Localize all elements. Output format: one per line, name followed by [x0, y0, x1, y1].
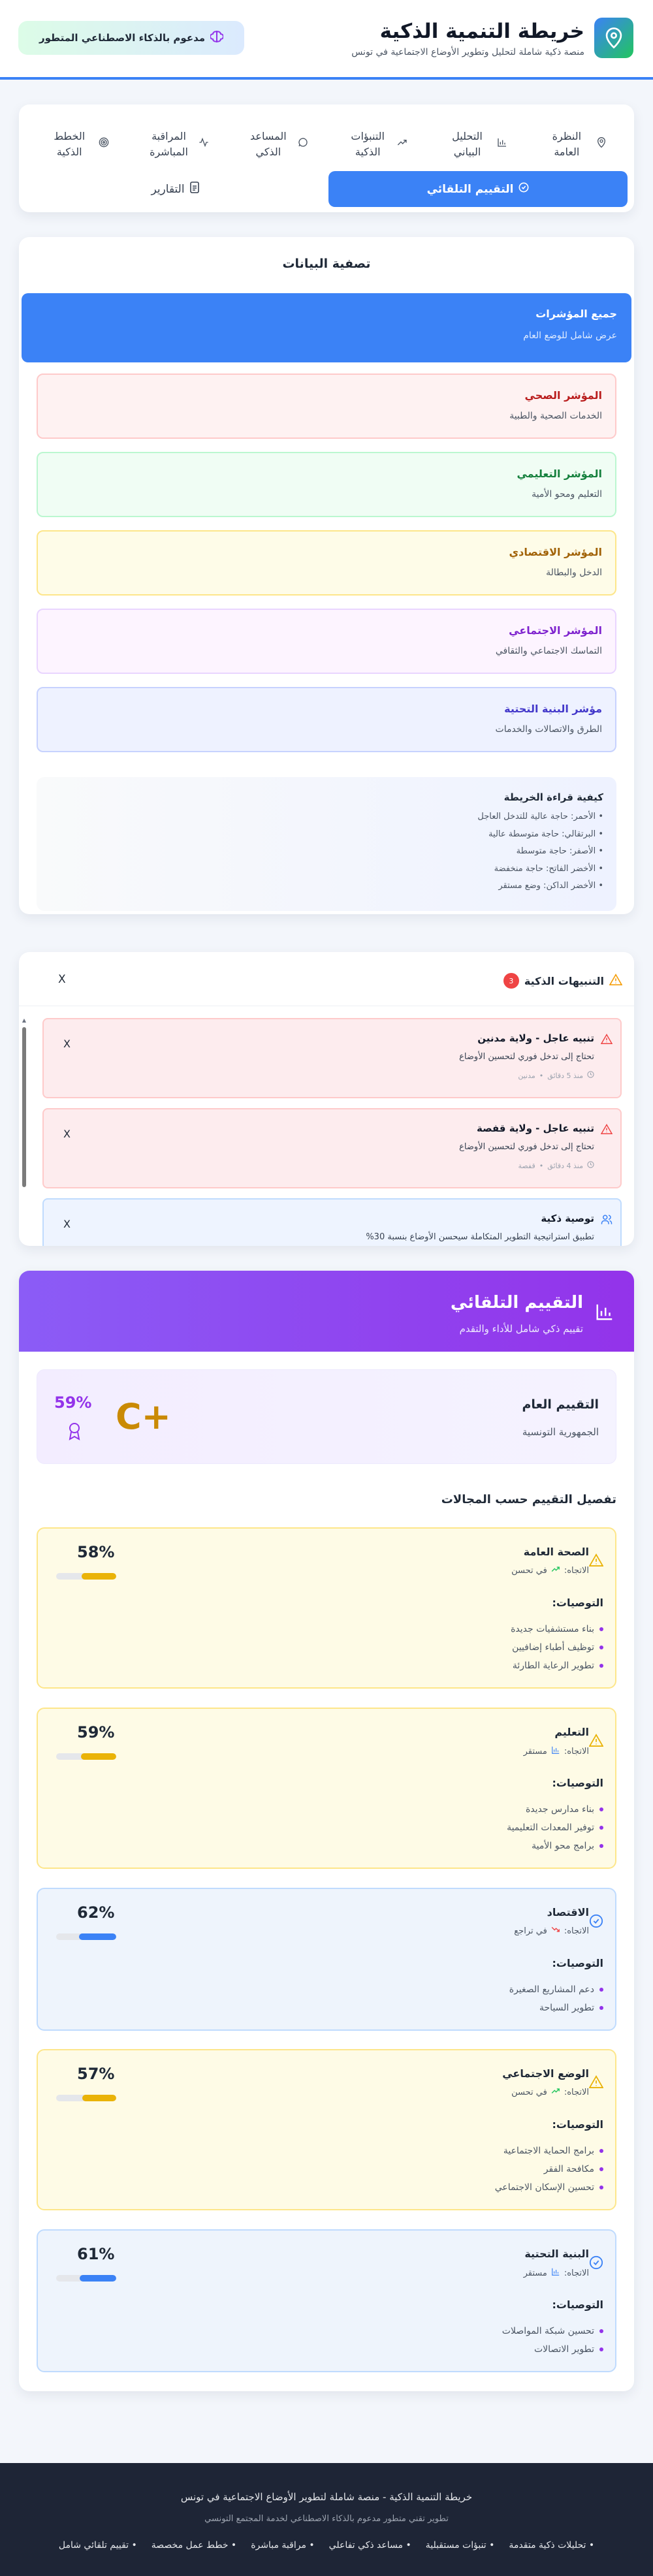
- close-alerts-button[interactable]: X: [58, 973, 66, 986]
- alert-triangle-icon: [601, 1124, 613, 1137]
- file-text-icon: [190, 182, 199, 197]
- bar-chart-icon: [497, 136, 507, 152]
- recommendation-item: برامج محو الأمية: [507, 1837, 603, 1855]
- filter-label: المؤشر الصحي: [524, 389, 602, 402]
- legend-item: • الأخضر الفاتح: حاجة منخفضة: [494, 863, 603, 874]
- domain-name: الاقتصاد: [547, 1906, 589, 1918]
- alert-item: [42, 1018, 622, 1098]
- trending-down-icon: [551, 1926, 560, 1936]
- filter-label: مؤشر البنية التحتية: [504, 703, 602, 715]
- domain-trend: [511, 1565, 589, 1576]
- domain-card: [37, 1708, 616, 1869]
- domain-name: التعليم: [554, 1726, 589, 1738]
- domain-progress-bar: [56, 1933, 116, 1940]
- footer-feature: • تقييم تلقائي شامل: [58, 2540, 137, 2551]
- nav-item-bar-chart[interactable]: [426, 123, 525, 166]
- domain-progress-bar: [56, 2095, 116, 2101]
- evaluation-subtitle: تقييم ذكي شامل للأداء والتقدم: [459, 1323, 583, 1335]
- award-icon: [67, 1422, 82, 1443]
- trend-value: في تحسن: [511, 1565, 547, 1576]
- warning-icon: [589, 1553, 603, 1569]
- domain-name: الصحة العامة: [523, 1546, 589, 1558]
- footer-feature: • خطط عمل مخصصة: [151, 2540, 237, 2551]
- overall-title: التقييم العام: [522, 1397, 599, 1412]
- target-icon: [99, 136, 109, 152]
- domain-trend: [524, 2267, 589, 2279]
- alert-triangle-icon: [601, 1034, 613, 1047]
- trend-label: الاتجاه:: [564, 2087, 589, 2097]
- filter-option[interactable]: [37, 687, 616, 752]
- dismiss-alert-button[interactable]: X: [63, 1038, 71, 1050]
- recommendation-item: بناء مدارس جديدة: [507, 1800, 603, 1819]
- footer-feature-text: مساعد ذكي تفاعلي: [328, 2540, 403, 2551]
- clock-icon: [587, 1071, 594, 1080]
- alert-message: تحتاج إلى تدخل فوري لتحسين الأوضاع: [459, 1142, 594, 1152]
- app-title: خريطة التنمية الذكية: [379, 20, 584, 43]
- legend-item-text: الأخضر الفاتح: حاجة منخفضة: [494, 863, 596, 874]
- separator-dot: •: [539, 1071, 544, 1080]
- alert-meta: [57, 1161, 594, 1170]
- overall-subtitle: الجمهورية التونسية: [522, 1426, 599, 1438]
- trend-label: الاتجاه:: [564, 1565, 589, 1576]
- recommendation-item: تطوير الرعاية الطارئة: [511, 1657, 603, 1675]
- footer-feature: • تحليلات ذكية متقدمة: [509, 2540, 595, 2551]
- recommendation-item: مكافحة الفقر: [495, 2160, 603, 2178]
- page-footer: [0, 2463, 653, 2576]
- dismiss-alert-button[interactable]: X: [63, 1128, 71, 1140]
- trend-label: الاتجاه:: [564, 1746, 589, 1757]
- filter-desc: التماسك الاجتماعي والثقافي: [495, 646, 602, 656]
- trend-value: مستقر: [523, 1746, 547, 1757]
- recommendations-list: [502, 2322, 603, 2359]
- brain-icon: [210, 29, 223, 46]
- domain-name: الوضع الاجتماعي: [502, 2067, 589, 2080]
- check-circle-icon: [518, 182, 529, 196]
- legend-item: • الأخضر الداكن: وضع مستقر: [498, 881, 603, 891]
- trend-value: مستقر: [523, 2268, 547, 2278]
- ai-badge-label: مدعوم بالذكاء الاصطناعي المتطور: [39, 32, 206, 44]
- filter-all-indicators[interactable]: [22, 293, 631, 362]
- nav-item-label: المساعد الذكي: [250, 130, 287, 158]
- filter-label: المؤشر التعليمي: [517, 468, 602, 480]
- recommendation-item: توظيف أطباء إضافيين: [511, 1638, 603, 1657]
- recommendations-list: [495, 2142, 603, 2197]
- filter-desc: الخدمات الصحية والطبية: [509, 411, 602, 421]
- filter-title: تصفية البيانات: [282, 257, 371, 271]
- domain-card: [37, 2049, 616, 2210]
- recommendation-item: تحسين شبكة المواصلات: [502, 2322, 603, 2340]
- alert-meta: [57, 1071, 594, 1080]
- legend-item: • البرتقالي: حاجة متوسطة عالية: [488, 829, 603, 839]
- domain-trend: [514, 1926, 589, 1936]
- alert-title: تنبيه عاجل - ولاية مدنين: [477, 1032, 594, 1044]
- nav-item-activity[interactable]: [127, 123, 227, 166]
- filter-desc: الدخل والبطالة: [546, 567, 602, 578]
- alert-time: منذ 5 دقائق: [547, 1071, 583, 1080]
- overall-percent: 59%: [54, 1393, 92, 1412]
- nav-item-label: التنبؤات الذكية: [351, 130, 385, 158]
- recommendations-title: التوصيات:: [552, 1957, 603, 1969]
- domain-progress-fill: [82, 1573, 116, 1580]
- separator-dot: •: [539, 1161, 544, 1170]
- trending-up-icon: [397, 136, 407, 152]
- legend-item: • الأصفر: حاجة متوسطة: [516, 846, 603, 856]
- recommendation-item: تحسين الإسكان الاجتماعي: [495, 2178, 603, 2197]
- legend-item-text: الأحمر: حاجة عالية للتدخل العاجل: [477, 812, 596, 821]
- filter-desc: عرض شامل للوضع العام: [523, 330, 617, 341]
- map-pin-logo-icon: [594, 18, 633, 58]
- footer-feature: • مساعد ذكي تفاعلي: [328, 2540, 411, 2551]
- alert-message: تحتاج إلى تدخل فوري لتحسين الأوضاع: [459, 1052, 594, 1062]
- domains-section-title: تفصيل التقييم حسب المجالات: [441, 1493, 616, 1506]
- footer-feature-text: تحليلات ذكية متقدمة: [509, 2540, 586, 2551]
- filter-label: المؤشر الاقتصادي: [509, 546, 602, 558]
- legend-item-text: الأصفر: حاجة متوسطة: [516, 846, 596, 856]
- evaluation-title: التقييم التلقائي: [450, 1293, 583, 1312]
- app-header: [0, 0, 653, 80]
- domain-name: البنية التحتية: [524, 2248, 589, 2260]
- alert-location: قفصة: [518, 1161, 535, 1170]
- warning-icon: [589, 2075, 603, 2091]
- alerts-count-badge: 3: [503, 973, 519, 989]
- nav-item-label: الخطط الذكية: [54, 130, 86, 158]
- domain-progress-fill: [80, 2275, 116, 2282]
- clock-icon: [587, 1161, 594, 1170]
- domain-percent: 58%: [77, 1543, 115, 1561]
- alerts-title: التنبيهات الذكية: [524, 974, 604, 987]
- recommendation-item: تطوير السياحة: [509, 1999, 603, 2017]
- nav-item-target[interactable]: [28, 123, 127, 166]
- legend-item-text: الأخضر الداكن: وضع مستقر: [498, 881, 596, 891]
- evaluation-header: [19, 1271, 634, 1352]
- domain-percent: 59%: [77, 1723, 115, 1741]
- alert-message: تطبيق استراتيجية التطوير المتكاملة سيحسن الأوضاع بنسبة 30%: [366, 1232, 594, 1242]
- domain-progress-fill: [79, 1933, 116, 1940]
- domain-percent: 62%: [77, 1903, 115, 1922]
- alert-title: تنبيه عاجل - ولاية قفصة: [476, 1122, 594, 1134]
- alerts-scrollbar[interactable]: ▲: [22, 1017, 27, 1246]
- domain-card: [37, 2229, 616, 2372]
- domain-percent: 57%: [77, 2065, 115, 2083]
- recommendation-item: تطوير الاتصالات: [502, 2340, 603, 2359]
- bar-chart-icon: [551, 1745, 560, 1757]
- dismiss-alert-button[interactable]: X: [63, 1218, 71, 1230]
- recommendations-title: التوصيات:: [552, 2118, 603, 2131]
- filter-option[interactable]: [37, 530, 616, 596]
- domain-progress-fill: [82, 2095, 116, 2101]
- tab-label: التقارير: [151, 182, 185, 196]
- filter-label: المؤشر الاجتماعي: [509, 624, 602, 637]
- filter-option[interactable]: [37, 609, 616, 674]
- recommendations-list: [509, 1980, 603, 2017]
- domain-progress-bar: [56, 1753, 116, 1760]
- recommendation-item: دعم المشاريع الصغيرة: [509, 1980, 603, 1999]
- domain-progress-bar: [56, 1573, 116, 1580]
- filter-option[interactable]: [37, 452, 616, 517]
- domain-progress-bar: [56, 2275, 116, 2282]
- trending-up-icon: [551, 1565, 560, 1576]
- overall-grade: C+: [116, 1396, 171, 1437]
- domain-card: [37, 1527, 616, 1689]
- nav-item-map-pin[interactable]: [526, 123, 625, 166]
- recommendations-title: التوصيات:: [552, 1777, 603, 1789]
- footer-feature: • مراقبة مباشرة: [251, 2540, 315, 2551]
- recommendations-title: التوصيات:: [552, 2298, 603, 2311]
- legend-item: • الأحمر: حاجة عالية للتدخل العاجل: [477, 812, 603, 821]
- check-circle-icon: [589, 1914, 603, 1931]
- filter-label: جميع المؤشرات: [535, 308, 617, 320]
- trend-value: في تراجع: [514, 1926, 547, 1936]
- users-icon: [601, 1214, 613, 1228]
- app-subtitle: منصة ذكية شاملة لتحليل وتطوير الأوضاع الاجتماعية في تونس: [351, 47, 584, 57]
- alert-item: [42, 1108, 622, 1188]
- map-legend: [37, 777, 616, 911]
- auto-evaluation-panel: [19, 1271, 634, 2391]
- data-filter-panel: [19, 237, 634, 914]
- recommendations-list: [511, 1620, 603, 1675]
- domain-trend: [511, 2087, 589, 2097]
- activity-icon: [199, 136, 209, 152]
- filter-option[interactable]: [37, 374, 616, 439]
- alert-item: [42, 1198, 622, 1246]
- overall-rating-box: [37, 1369, 616, 1464]
- alerts-header: [503, 973, 622, 989]
- trend-label: الاتجاه:: [564, 1926, 589, 1936]
- recommendation-item: توفير المعدات التعليمية: [507, 1819, 603, 1837]
- nav-item-label: النظرة العامة: [552, 130, 582, 158]
- domain-card: [37, 1888, 616, 2031]
- domain-progress-fill: [81, 1753, 116, 1760]
- check-circle-icon: [589, 2255, 603, 2272]
- smart-alerts-panel: [19, 952, 634, 1246]
- domain-trend: [524, 1745, 589, 1757]
- footer-feature: • تنبؤات مستقبلية: [425, 2540, 495, 2551]
- footer-feature-text: مراقبة مباشرة: [251, 2540, 306, 2551]
- filter-desc: الطرق والاتصالات والخدمات: [495, 724, 602, 735]
- bar-chart-icon: [595, 1302, 614, 1324]
- alert-time: منذ 4 دقائق: [547, 1161, 583, 1170]
- legend-item-text: البرتقالي: حاجة متوسطة عالية: [488, 829, 596, 839]
- main-nav: [19, 104, 634, 212]
- bar-chart-icon: [551, 2267, 560, 2279]
- footer-feature-text: خطط عمل مخصصة: [151, 2540, 229, 2551]
- recommendation-item: بناء مستشفيات جديدة: [511, 1620, 603, 1638]
- warning-icon: [589, 1734, 603, 1749]
- footer-feature-text: تنبؤات مستقبلية: [425, 2540, 486, 2551]
- domain-percent: 61%: [77, 2245, 115, 2263]
- footer-line2: تطوير تقني متطور مدعوم بالذكاء الاصطناعي لخدمة المجتمع التونسي: [204, 2514, 449, 2524]
- trend-value: في تحسن: [511, 2087, 547, 2097]
- recommendations-title: التوصيات:: [552, 1597, 603, 1609]
- alert-location: مدنين: [518, 1071, 535, 1080]
- nav-item-label: المراقبة المباشرة: [150, 130, 188, 158]
- footer-feature-text: تقييم تلقائي شامل: [58, 2540, 129, 2551]
- ai-badge: [18, 21, 244, 55]
- message-circle-icon: [298, 136, 308, 152]
- map-pin-icon: [596, 136, 607, 153]
- recommendations-list: [507, 1800, 603, 1855]
- recommendation-item: برامج الحماية الاجتماعية: [495, 2142, 603, 2160]
- legend-title: كيفية قراءة الخريطة: [503, 791, 603, 803]
- nav-item-trending-up[interactable]: [326, 123, 426, 166]
- alert-title: توصية ذكية: [541, 1213, 594, 1224]
- tab-auto-evaluation[interactable]: [328, 171, 628, 207]
- footer-line1: خريطة التنمية الذكية - منصة شاملة لتطوير الأوضاع الاجتماعية في تونس: [180, 2491, 473, 2503]
- nav-item-message-circle[interactable]: [227, 123, 326, 166]
- warning-icon: [609, 974, 622, 988]
- tab-reports[interactable]: [25, 171, 325, 207]
- trend-label: الاتجاه:: [564, 2268, 589, 2278]
- tab-label: التقييم التلقائي: [426, 182, 514, 196]
- nav-item-label: التحليل البياني: [452, 130, 483, 158]
- filter-desc: التعليم ومحو الأمية: [532, 489, 602, 500]
- trending-up-icon: [551, 2087, 560, 2097]
